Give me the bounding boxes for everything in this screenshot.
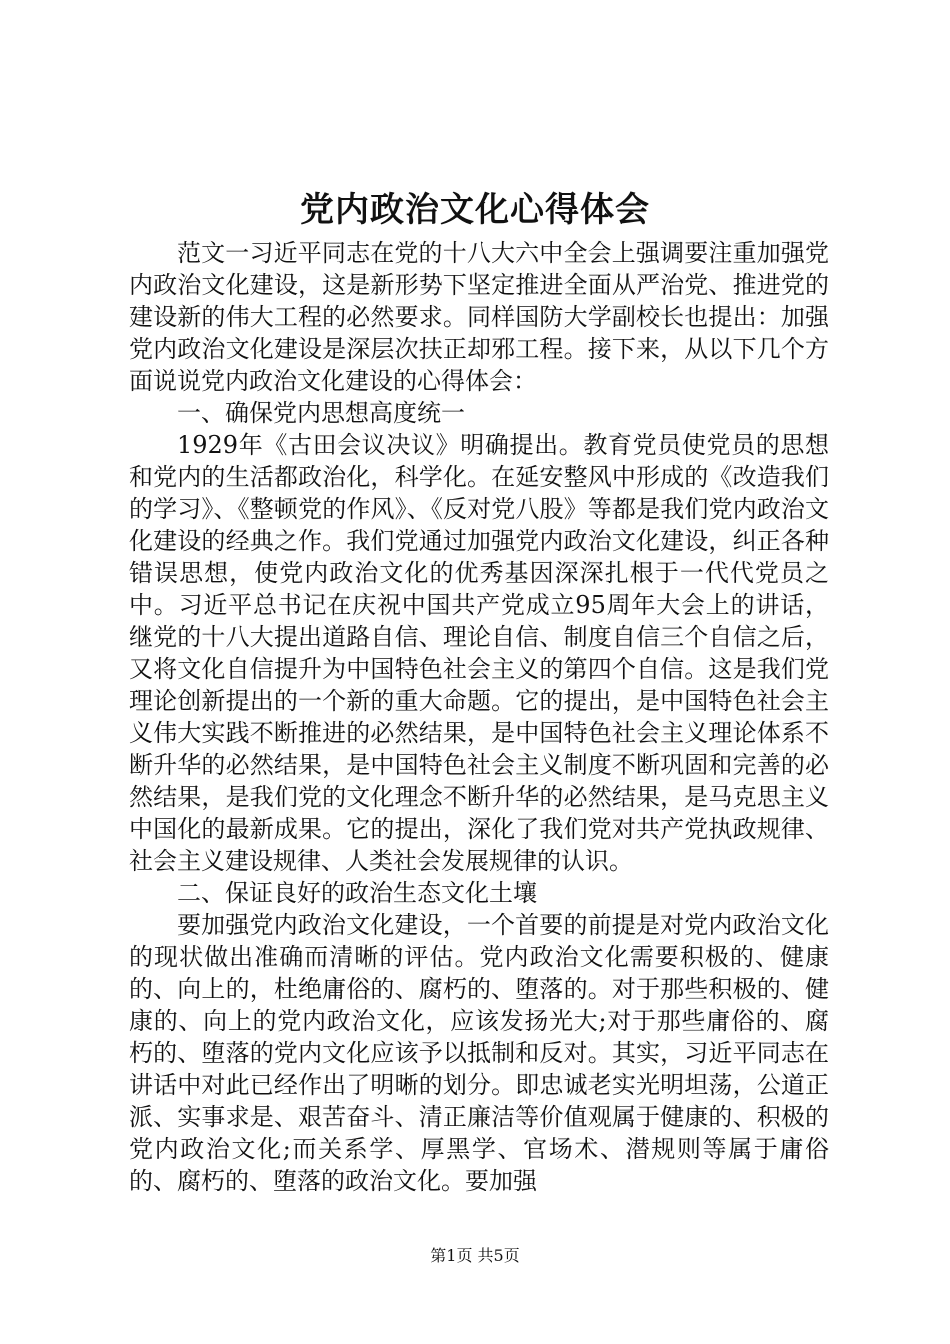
- section-heading-2: 二、保证良好的政治生态文化土壤: [177, 879, 537, 907]
- page-footer: 第1页 共5页: [430, 1246, 520, 1265]
- paragraph-section-2: 要加强党内政治文化建设，一个首要的前提是对党内政治文化的现状做出准确而清晰的评估。党内政治文化需要积极的、健康的、向上的，杜绝庸俗的、腐朽的、堕落的。对于那些积极的、健康的、向上的党内政治文化，应该发扬光大;对于那些庸俗的、腐朽的、堕落的党内文化应该予以抵制和反对。其实，习近平同志在讲话中对此已经作出了明晰的划分。即忠诚老实光明坦荡，公道正派、实事求是、艰苦奋斗、清正廉洁等价值观属于健康的、积极的党内政治文化;而关系学、厚黑学、官场术、潜规则等属于庸俗的、腐朽的、堕落的政治文化。要加强: [129, 911, 829, 1195]
- paragraph-section-1: 1929年《古田会议决议》明确提出。教育党员使党员的思想和党内的生活都政治化，科学化。在延安整风中形成的《改造我们的学习》、《整顿党的作风》、《反对党八股》等都是我们党内政治文化建设的经典之作。我们党通过加强党内政治文化建设，纠正各种错误思想，使党内政治文化的优秀基因深深扎根于一代代党员之中。习近平总书记在庆祝中国共产党成立95周年大会上的讲话，继党的十八大提出道路自信、理论自信、制度自信三个自信之后，又将文化自信提升为中国特色社会主义的第四个自信。这是我们党理论创新提出的一个新的重大命题。它的提出，是中国特色社会主义伟大实践不断推进的必然结果，是中国特色社会主义理论体系不断升华的必然结果，是中国特色社会主义制度不断巩固和完善的必然结果，是我们党的文化理念不断升华的必然结果，是马克思主义中国化的最新成果。它的提出，深化了我们党对共产党执政规律、社会主义建设规律、人类社会发展规律的认识。: [129, 431, 829, 875]
- paragraph-intro: 范文一习近平同志在党的十八大六中全会上强调要注重加强党内政治文化建设，这是新形势下坚定推进全面从严治党、推进党的建设新的伟大工程的必然要求。同样国防大学副校长也提出：加强党内政治文化建设是深层次扶正却邪工程。接下来，从以下几个方面说说党内政治文化建设的心得体会：: [129, 239, 829, 395]
- document-title: 党内政治文化心得体会: [300, 190, 650, 230]
- document-body: [129, 237, 829, 1197]
- section-heading-1: 一、确保党内思想高度统一: [177, 399, 465, 427]
